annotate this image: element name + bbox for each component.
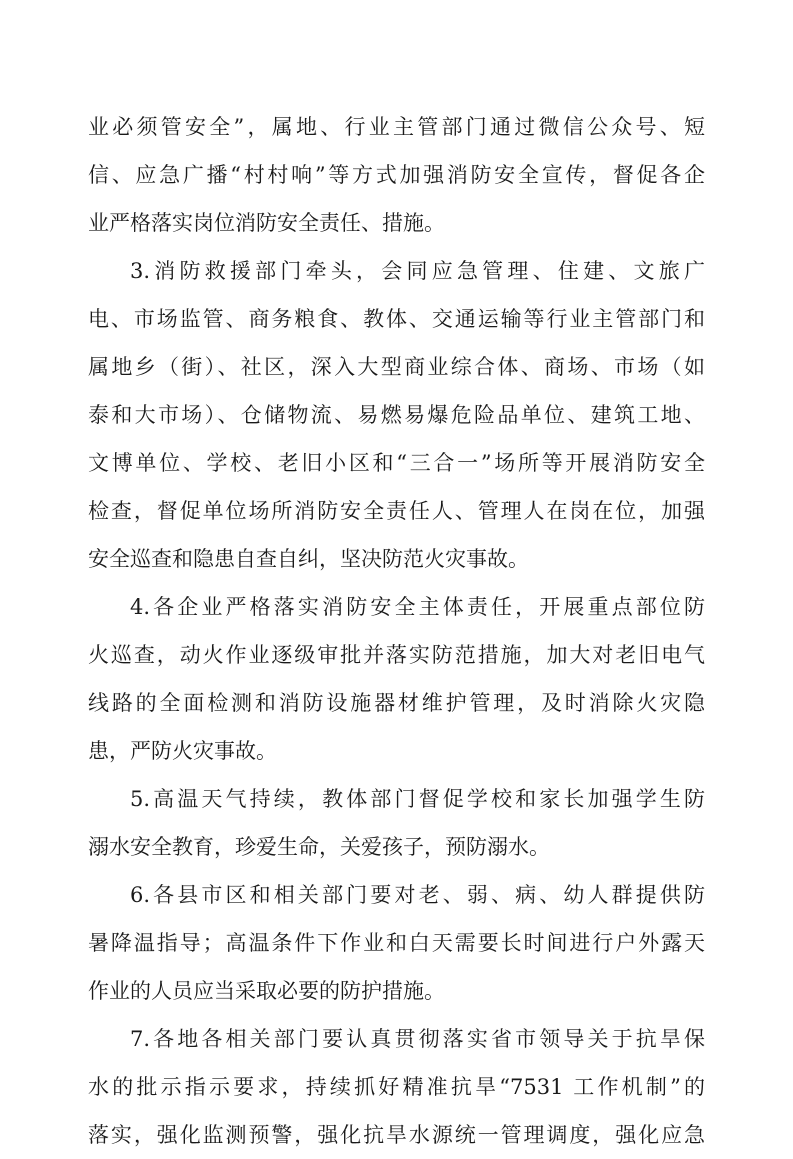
paragraph-line: 线路的全面检测和消防设施器材维护管理，及时消除火灾隐	[88, 691, 705, 715]
paragraph-line: 业必须管安全”，属地、行业主管部门通过微信公众号、短	[88, 115, 705, 139]
paragraph-line: 落实，强化监测预警，强化抗旱水源统一管理调度，强化应急	[88, 1123, 705, 1147]
paragraph-line: 泰和大市场）、仓储物流、易燃易爆危险品单位、建筑工地、	[88, 403, 705, 427]
paragraph-line: 水的批示指示要求，持续抓好精准抗旱“7531 工作机制”的	[88, 1075, 705, 1099]
paragraph-line: 业严格落实岗位消防安全责任、措施。	[88, 211, 445, 235]
paragraph-line: 3.消防救援部门牵头，会同应急管理、住建、文旅广	[130, 259, 705, 283]
paragraph-line: 检查，督促单位场所消防安全责任人、管理人在岗在位，加强	[88, 499, 705, 523]
paragraph-line: 火巡查，动火作业逐级审批并落实防范措施，加大对老旧电气	[88, 643, 705, 667]
paragraph-line: 信、应急广播“村村响”等方式加强消防安全宣传，督促各企	[88, 163, 705, 187]
paragraph-line: 暑降温指导；高温条件下作业和白天需要长时间进行户外露天	[88, 931, 705, 955]
paragraph-line: 7.各地各相关部门要认真贯彻落实省市领导关于抗旱保	[130, 1027, 705, 1051]
paragraph-line: 4.各企业严格落实消防安全主体责任，开展重点部位防	[130, 595, 705, 619]
paragraph-line: 患，严防火灾事故。	[88, 739, 277, 763]
paragraph-line: 作业的人员应当采取必要的防护措施。	[88, 979, 445, 1003]
paragraph-line: 5.高温天气持续，教体部门督促学校和家长加强学生防	[130, 787, 705, 811]
paragraph-line: 属地乡（街）、社区，深入大型商业综合体、商场、市场（如	[88, 355, 705, 379]
paragraph-line: 电、市场监管、商务粮食、教体、交通运输等行业主管部门和	[88, 307, 705, 331]
paragraph-line: 6.各县市区和相关部门要对老、弱、病、幼人群提供防	[130, 883, 705, 907]
document-body	[88, 103, 705, 1159]
paragraph-line: 安全巡查和隐患自查自纠，坚决防范火灾事故。	[88, 547, 529, 571]
paragraph-line: 溺水安全教育，珍爱生命，关爱孩子，预防溺水。	[88, 835, 550, 859]
paragraph-line: 文博单位、学校、老旧小区和“三合一”场所等开展消防安全	[88, 451, 705, 475]
